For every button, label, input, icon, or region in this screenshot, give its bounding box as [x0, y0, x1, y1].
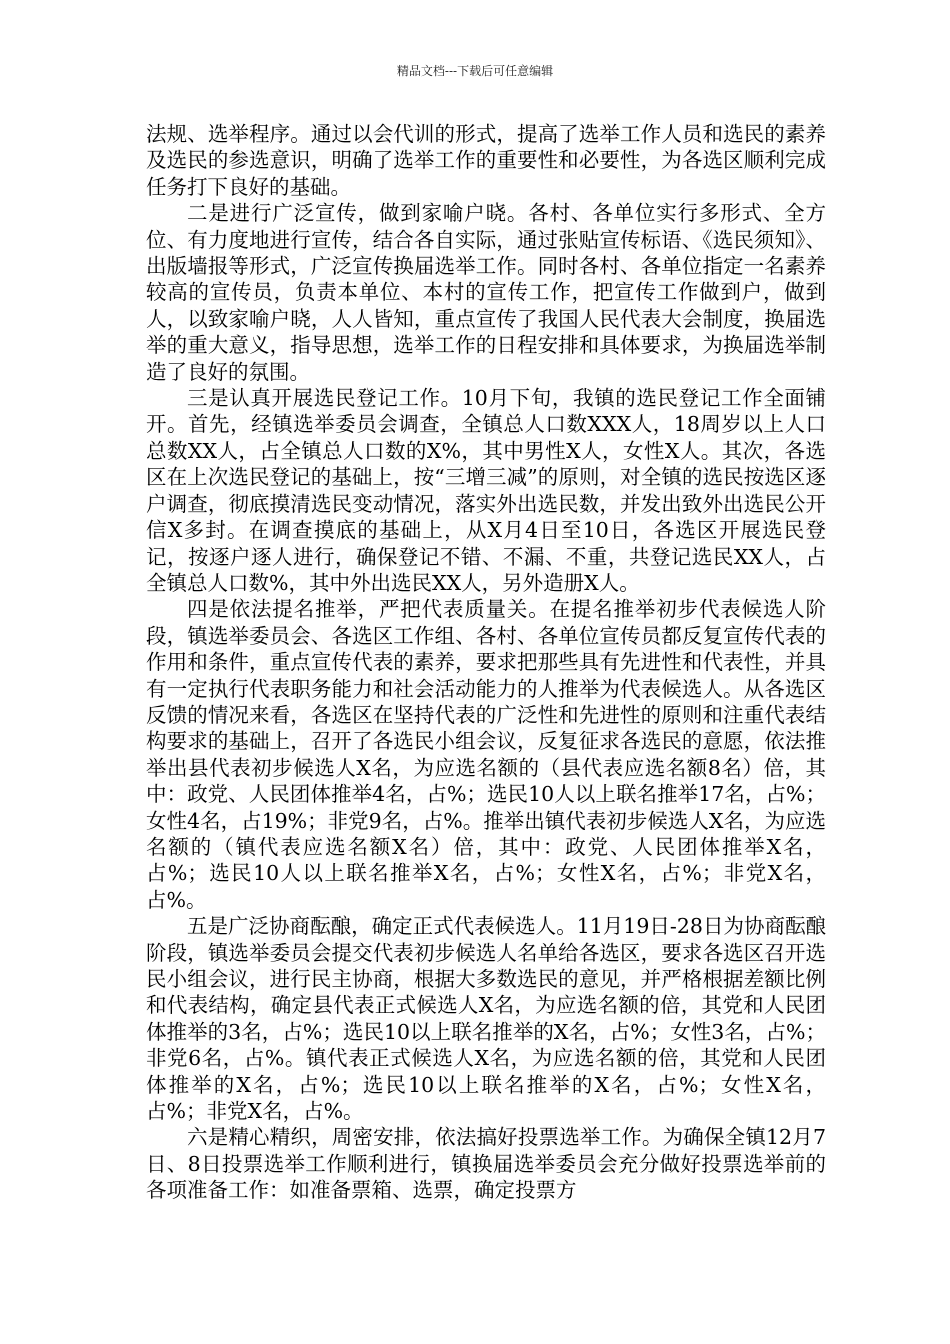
page-header: 精品文档---下载后可任意编辑 [396, 64, 554, 78]
paragraph-consultation: 五是广泛协商酝酿，确定正式代表候选人。11月19日-28日为协商酝酿阶段，镇选举委员会提交代表初步候选人名单给各选区，要求各选区召开选民小组会议，进行民主协商，根据大多数选民的意见，并严格根据差额比例和代表结构，确定县代表正式候选人X名，为应选名额的倍，其党和人民团体推举的3名，占%；选民10以上联名推举的X名，占%；女性3名，占%；非党6名，占%。镇代表正式候选人X名，为应选名额的倍，其党和人民团体推举的X名，占%；选民10以上联名推举的X名，占%；女性X名，占%；非党X名，占%。 [146, 914, 826, 1124]
paragraph-voting: 六是精心精织，周密安排，依法搞好投票选举工作。为确保全镇12月7日、8日投票选举工作顺利进行，镇换届选举委员会充分做好投票选举前的各项准备工作：如准备票箱、选票，确定投票方 [146, 1125, 826, 1203]
paragraph-voter-registration: 三是认真开展选民登记工作。10月下旬，我镇的选民登记工作全面铺开。首先，经镇选举委员会调查，全镇总人口数XXX人，18周岁以上人口总数XX人，占全镇总人口数的X%，其中男性X人，女性X人。其次，各选区在上次选民登记的基础上，按“三增三减”的原则，对全镇的选民按选区逐户调查，彻底摸清选民变动情况，落实外出选民数，并发出致外出选民公开信X多封。在调查摸底的基础上，从X月4日至10日，各选区开展选民登记，按逐户逐人进行，确保登记不错、不漏、不重，共登记选民XX人，占全镇总人口数%，其中外出选民XX人，另外造册X人。 [146, 386, 826, 595]
paragraph-nomination: 四是依法提名推举，严把代表质量关。在提名推举初步代表候选人阶段，镇选举委员会、各选区工作组、各村、各单位宣传员都反复宣传代表的作用和条件，重点宣传代表的素养，要求把那些具有先进性和代表性，并具有一定执行代表职务能力和社会活动能力的人推举为代表候选人。从各选区反馈的情况来看，各选区在坚持代表的广泛性和先进性的原则和注重代表结构要求的基础上，召开了各选民小组会议，反复征求各选民的意愿，依法推举出县代表初步候选人X名，为应选名额的（县代表应选名额8名）倍，其中：政党、人民团体推举4名，占%；选民10人以上联名推举17名，占%；女性4名，占19%；非党9名，占%。推举出镇代表初步候选人X名，为应选名额的（镇代表应选名额X名）倍，其中：政党、人民团体推举X名，占%；选民10人以上联名推举X名，占%；女性X名，占%；非党X名，占%。 [146, 597, 826, 912]
paragraph-continuation: 法规、选举程序。通过以会代训的形式，提高了选举工作人员和选民的素养及选民的参选意识，明确了选举工作的重要性和必要性，为各选区顺利完成任务打下良好的基础。 [146, 122, 826, 199]
document-body [146, 121, 826, 1204]
paragraph-publicity: 二是进行广泛宣传，做到家喻户晓。各村、各单位实行多形式、全方位、有力度地进行宣传，结合各自实际，通过张贴宣传标语、《选民须知》、出版墙报等形式，广泛宣传换届选举工作。同时各村、各单位指定一名素养较高的宣传员，负责本单位、本村的宣传工作，把宣传工作做到户，做到人，以致家喻户晓，人人皆知，重点宣传了我国人民代表大会制度，换届选举的重大意义，指导思想，选举工作的日程安排和具体要求，为换届选举制造了良好的氛围。 [146, 201, 826, 384]
